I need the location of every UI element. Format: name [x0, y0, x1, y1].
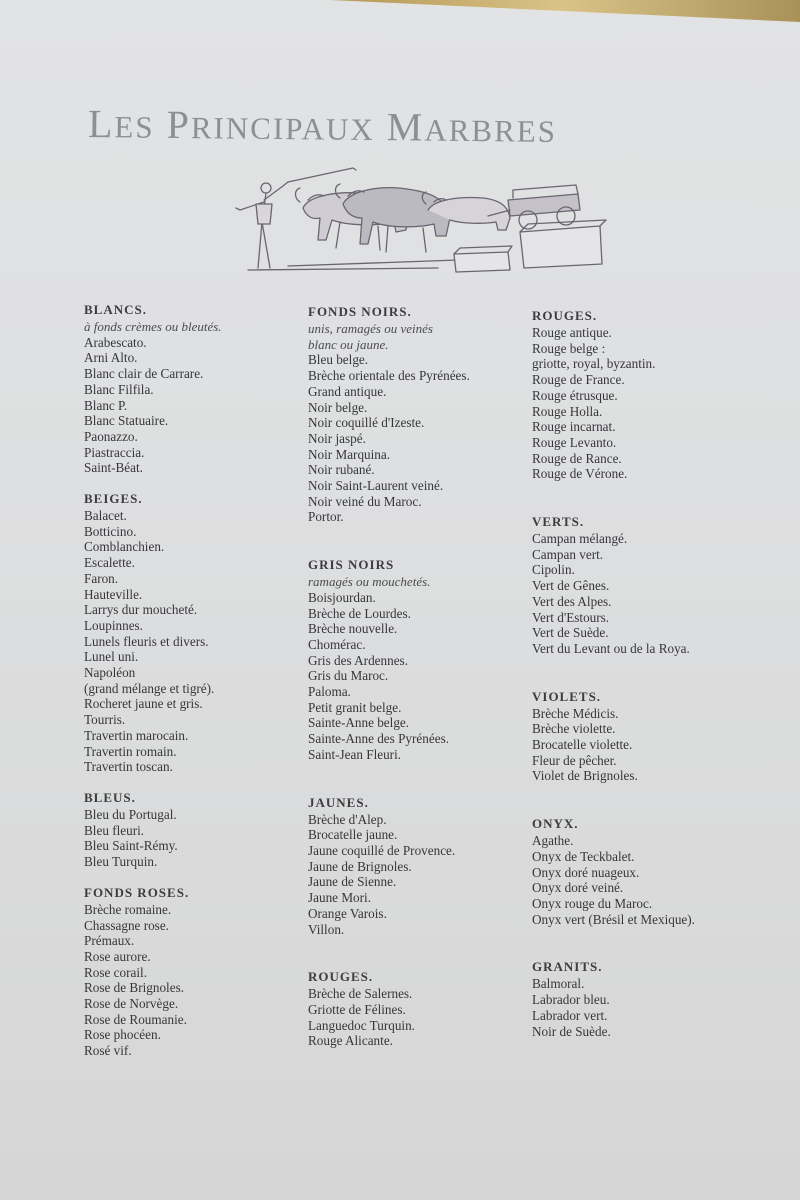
title-initial-1: L	[87, 101, 115, 147]
section-bleus	[84, 790, 324, 870]
list-item: Loupinnes.	[84, 617, 143, 633]
column-3	[532, 308, 772, 1054]
section-beiges	[84, 491, 324, 775]
list-item: Rouge Alicante.	[308, 1033, 393, 1049]
section-subtitle: unis, ramagés ou veinés	[308, 321, 433, 336]
list-item: Grand antique.	[308, 383, 387, 399]
list-item: Saint-Béat.	[84, 460, 143, 476]
list-item: Cipolin.	[532, 562, 575, 578]
title-rest-1: ES	[114, 109, 155, 145]
section-verts	[532, 514, 772, 657]
list-item: Brèche de Salernes.	[308, 986, 413, 1002]
list-item: Vert du Levant ou de la Roya.	[532, 640, 690, 656]
list-item: Violet de Brignoles.	[532, 768, 638, 784]
list-item: Travertin toscan.	[84, 759, 173, 775]
list-item: Rouge incarnat.	[532, 419, 616, 435]
list-item: Chomérac.	[308, 636, 366, 652]
section-rouges	[532, 308, 772, 482]
list-item: Onyx doré nuageux.	[532, 864, 640, 880]
list-item: Onyx de Teckbalet.	[532, 848, 635, 864]
list-item: Bleu du Portugal.	[84, 806, 177, 822]
list-item: Brèche d'Alep.	[308, 811, 387, 827]
list-item: Noir de Suède.	[532, 1023, 611, 1039]
list-item: Rouge belge :	[532, 340, 606, 356]
list-item: Orange Varois.	[308, 905, 387, 921]
list-item: Napoléon	[84, 665, 136, 681]
list-item: Hauteville.	[84, 586, 143, 602]
section-subtitle: à fonds crèmes ou bleutés.	[84, 319, 222, 334]
section-rouges-2	[308, 969, 548, 1049]
list-item: Jaune de Brignoles.	[308, 858, 412, 874]
list-item: Noir jaspé.	[308, 430, 366, 446]
list-item: Blanc P.	[84, 397, 128, 413]
list-item: Onyx vert (Brésil et Mexique).	[532, 911, 695, 927]
list-item: Gris des Ardennes.	[308, 652, 408, 668]
list-item: Onyx doré veiné.	[532, 880, 624, 896]
list-item: Noir coquillé d'Izeste.	[308, 415, 425, 431]
ox-cart-engraving-icon	[228, 160, 608, 280]
list-item: Labrador vert.	[532, 1007, 608, 1023]
list-item: Faron.	[84, 570, 119, 586]
list-item: Bleu belge.	[308, 352, 369, 368]
list-item: Brocatelle violette.	[532, 737, 633, 753]
list-item: griotte, royal, byzantin.	[532, 356, 656, 372]
list-item: Bleu fleuri.	[84, 822, 145, 838]
list-item: Brèche romaine.	[84, 901, 172, 917]
section-subtitle: blanc ou jaune.	[308, 336, 389, 352]
list-item: Noir veiné du Maroc.	[308, 493, 422, 509]
section-heading: ONYX.	[532, 816, 579, 832]
list-item: Petit granit belge.	[308, 699, 402, 715]
list-item: Rose corail.	[84, 964, 147, 980]
list-item: Boisjourdan.	[308, 589, 376, 605]
list-item: Noir Saint-Laurent veiné.	[308, 478, 444, 494]
list-item: Languedoc Turquin.	[308, 1017, 415, 1033]
section-heading: BLEUS.	[84, 789, 136, 805]
list-item: Arni Alto.	[84, 350, 138, 366]
list-item: Piastraccia.	[84, 444, 145, 460]
list-item: Comblanchien.	[84, 539, 165, 555]
section-heading: GRIS NOIRS	[308, 557, 395, 573]
list-item: Brèche nouvelle.	[308, 621, 398, 637]
section-fonds-noirs	[308, 304, 548, 525]
section-violets	[532, 689, 772, 785]
list-item: Botticino.	[84, 523, 137, 539]
list-item: Vert de Gênes.	[532, 578, 610, 594]
section-heading: FONDS ROSES.	[84, 884, 190, 900]
section-heading: FONDS NOIRS.	[308, 304, 412, 319]
list-item: Rouge antique.	[532, 325, 612, 340]
title-initial-2: P	[166, 101, 192, 148]
list-item: Gris du Maroc.	[308, 668, 389, 684]
section-blancs	[84, 302, 324, 476]
list-item: Paonazzo.	[84, 428, 138, 444]
section-heading: JAUNES.	[308, 794, 369, 810]
section-granits	[532, 959, 772, 1039]
list-item: Paloma.	[308, 684, 351, 700]
list-item: Rouge de France.	[532, 372, 625, 388]
list-item: Brèche violette.	[532, 721, 616, 737]
section-fonds-roses	[84, 885, 324, 1059]
list-item: Noir rubané.	[308, 462, 375, 478]
list-item: Balmoral.	[532, 976, 585, 992]
list-item: Campan mélangé.	[532, 531, 628, 547]
column-2	[308, 304, 548, 1064]
list-item: Blanc Statuaire.	[84, 413, 169, 429]
list-item: Onyx rouge du Maroc.	[532, 895, 653, 911]
section-heading: VIOLETS.	[532, 688, 602, 704]
list-item: Travertin marocain.	[84, 727, 189, 743]
section-heading: GRANITS.	[532, 959, 603, 975]
list-item: Bleu Turquin.	[84, 854, 158, 870]
column-1	[84, 302, 324, 1074]
list-item: Saint-Jean Fleuri.	[308, 746, 402, 762]
list-item: Lunel uni.	[84, 649, 139, 665]
list-item: Labrador bleu.	[532, 992, 610, 1008]
title-rest-3: ARBRES	[424, 112, 558, 149]
list-item: Lunels fleuris et divers.	[84, 633, 209, 649]
list-item: Agathe.	[532, 833, 574, 849]
list-item: Rouge Levanto.	[532, 434, 617, 450]
list-item: Rose de Norvège.	[84, 996, 179, 1012]
list-item: Rose aurore.	[84, 948, 151, 964]
list-item: Portor.	[308, 509, 344, 525]
list-item: Rose de Brignoles.	[84, 980, 184, 996]
list-item: Brocatelle jaune.	[308, 827, 398, 843]
list-item: Sainte-Anne belge.	[308, 715, 410, 731]
list-item: Rouge Holla.	[532, 403, 603, 419]
page-title	[88, 100, 748, 154]
section-jaunes	[308, 795, 548, 938]
section-heading: VERTS.	[532, 514, 585, 530]
list-item: Griotte de Félines.	[308, 1001, 406, 1017]
list-item: Balacet.	[84, 508, 127, 524]
section-heading: ROUGES.	[532, 308, 598, 323]
list-item: (grand mélange et tigré).	[84, 680, 215, 696]
list-item: Brèche orientale des Pyrénées.	[308, 368, 470, 384]
list-item: Sainte-Anne des Pyrénées.	[308, 731, 449, 747]
title-rest-2: RINCIPAUX	[190, 110, 375, 148]
list-item: Blanc clair de Carrare.	[84, 366, 204, 382]
list-item: Rose de Roumanie.	[84, 1011, 187, 1027]
list-item: Larrys dur moucheté.	[84, 602, 198, 618]
list-item: Rosé vif.	[84, 1043, 132, 1059]
list-item: Rouge de Rance.	[532, 450, 622, 466]
list-item: Villon.	[308, 921, 345, 937]
list-item: Prémaux.	[84, 933, 135, 949]
list-item: Bleu Saint-Rémy.	[84, 838, 178, 854]
list-item: Rocheret jaune et gris.	[84, 696, 203, 712]
title-initial-3: M	[386, 104, 425, 150]
list-item: Noir belge.	[308, 399, 368, 415]
list-item: Vert des Alpes.	[532, 593, 612, 609]
list-item: Noir Marquina.	[308, 446, 391, 462]
section-heading: ROUGES.	[308, 969, 374, 985]
list-item: Escalette.	[84, 555, 135, 571]
list-item: Blanc Filfila.	[84, 381, 154, 397]
list-item: Vert d'Estours.	[532, 609, 610, 625]
list-item: Jaune de Sienne.	[308, 874, 397, 890]
section-subtitle: ramagés ou mouchetés.	[308, 574, 431, 590]
list-item: Brèche Médicis.	[532, 705, 619, 721]
list-item: Fleur de pêcher.	[532, 752, 617, 768]
list-item: Chassagne rose.	[84, 917, 169, 933]
section-gris-noirs	[308, 557, 548, 762]
list-item: Rose phocéen.	[84, 1027, 161, 1043]
list-item: Vert de Suède.	[532, 625, 609, 641]
list-item: Jaune coquillé de Provence.	[308, 842, 456, 858]
list-item: Arabescato.	[84, 334, 147, 350]
list-item: Brèche de Lourdes.	[308, 605, 411, 621]
list-item: Campan vert.	[532, 546, 604, 562]
list-item: Rouge de Vérone.	[532, 466, 628, 482]
section-onyx	[532, 816, 772, 927]
section-heading: BLANCS.	[84, 302, 147, 317]
list-item: Jaune Mori.	[308, 890, 371, 906]
list-item: Travertin romain.	[84, 743, 177, 759]
list-item: Rouge étrusque.	[532, 387, 618, 403]
list-item: Tourris.	[84, 712, 126, 728]
section-heading: BEIGES.	[84, 491, 143, 507]
